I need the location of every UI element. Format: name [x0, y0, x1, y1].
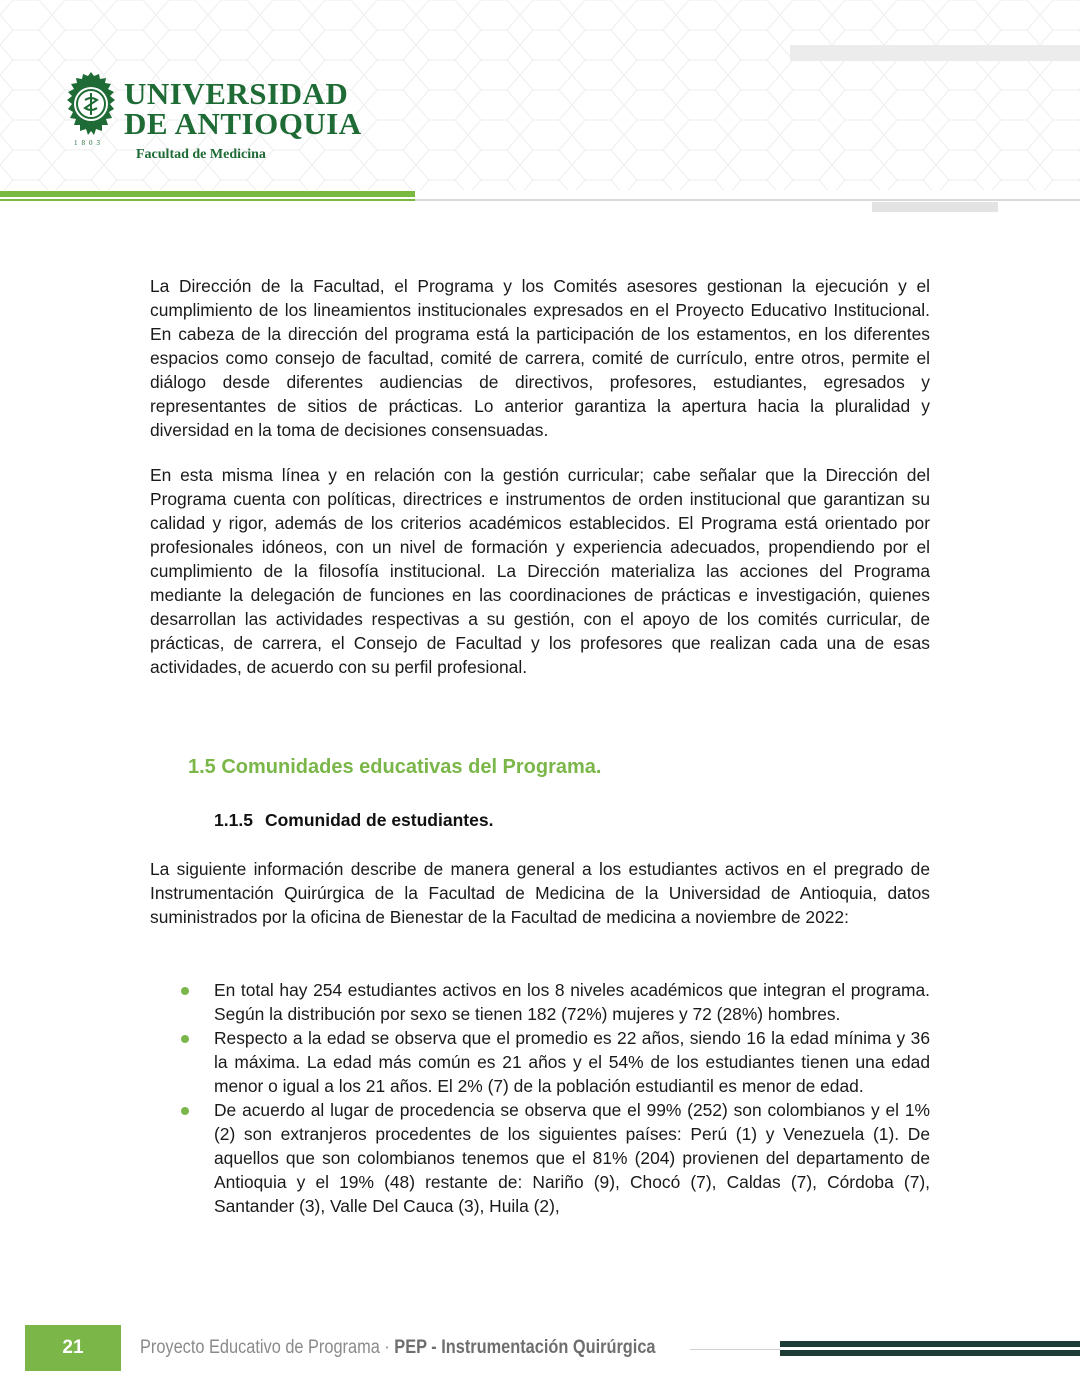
list-item [150, 978, 930, 1026]
footer-title-regular: Proyecto Educativo de Programa · [140, 1337, 395, 1358]
footer-gray-rule [690, 1349, 780, 1350]
university-name-line1: UNIVERSIDAD [124, 76, 349, 111]
footer-dark-bar [780, 1341, 1080, 1347]
paragraph-estudiantes-intro: La siguiente información describe de manera general a los estudiantes activos en el pregrado de Instrumentación Quirúrgica de la Facultad de Medicina de la Universidad de Antioquia, datos suministrados por la oficina de Bienestar de la Facultad de medicina a noviembre de 2022: [150, 859, 930, 927]
page-number: 21 [62, 1337, 84, 1358]
header-decorative-bar [790, 45, 1080, 61]
list-item [150, 1026, 930, 1098]
bullet-icon [181, 1107, 189, 1115]
header-gray-rule [415, 199, 1080, 201]
footer-document-title [140, 1337, 656, 1359]
section-heading: 1.5 Comunidades educativas del Programa. [188, 756, 602, 778]
faculty-name: Facultad de Medicina [136, 147, 266, 162]
university-name-line2: DE ANTIOQUIA [124, 106, 362, 141]
paragraph-direccion: La Dirección de la Facultad, el Programa y los Comités asesores gestionan la ejecución y el cumplimiento de los lineamientos institucionales expresados en el Proyecto Educativo Institucional. En cabeza de la dirección del programa está la participación de los estamentos, en los diferentes espacios como consejo de facultad, comité de carrera, comité de currículo, entre otros, permite el diálogo desde diferentes audiencias de directivos, profesores, estudiantes, egresados y representantes de sitios de prácticas. Lo anterior garantiza la apertura hacia la pluralidad y diversidad en la toma de decisiones consensuadas. [150, 276, 930, 440]
footer-dark-bar [780, 1350, 1080, 1356]
list-item [150, 1098, 930, 1218]
subsection-title: Comunidad de estudiantes. [264, 810, 494, 830]
header-decorative-block [872, 202, 998, 212]
paragraph-gestion-curricular: En esta misma línea y en relación con la gestión curricular; cabe señalar que la Dirección del Programa cuenta con políticas, directrices e instrumentos de orden institucional que garantizan su calidad y rigor, además de los criterios académicos establecidos. El Programa está orientado por profesionales idóneos, con un nivel de formación y experiencia adecuados, propendiendo por el cumplimiento de la filosofía institucional. La Dirección materializa las acciones del Programa mediante la delegación de funciones en las coordinaciones de prácticas e investigación, quienes desarrollan las actividades respectivas a su gestión, con el apoyo de los comités curricular, de prácticas, de carrera, el Consejo de Facultad y los profesores que realizan cada una de esas actividades, de acuerdo con su perfil profesional. [150, 465, 930, 677]
footer-title-bold: PEP - Instrumentación Quirúrgica [394, 1337, 656, 1358]
university-seal-logo [58, 70, 124, 142]
subsection-heading [214, 810, 493, 831]
page-number-badge [25, 1325, 121, 1371]
bullet-icon [181, 987, 189, 995]
subsection-number: 1.1.5 [214, 810, 253, 830]
header-green-rule-thin [0, 199, 415, 201]
list-item-text: De acuerdo al lugar de procedencia se observa que el 99% (252) son colombianos y el 1% (2) son extranjeros procedentes de los siguientes países: Perú (1) y Venezuela (1). De aquellos que son colombianos tenemos que el 81% (204) provienen del departamento de Antioquia y el 19% (48) restante de: Nariño (9), Chocó (7), Caldas (7), Córdoba (7), Santander (3), Valle Del Cauca (3), Huila (2), [214, 1100, 930, 1216]
student-facts-list [150, 978, 930, 1218]
header-green-rule [0, 191, 415, 197]
list-item-text: Respecto a la edad se observa que el promedio es 22 años, siendo 16 la edad mínima y 36 la máxima. La edad más común es 21 años y el 54% de los estudiantes tienen una edad menor o igual a los 21 años. El 2% (7) de la población estudiantil es menor de edad. [214, 1028, 930, 1096]
list-item-text: En total hay 254 estudiantes activos en los 8 niveles académicos que integran el programa. Según la distribución por sexo se tienen 182 (72%) mujeres y 72 (28%) hombres. [214, 980, 930, 1024]
university-founding-year: 1803 [74, 139, 104, 147]
bullet-icon [181, 1035, 189, 1043]
